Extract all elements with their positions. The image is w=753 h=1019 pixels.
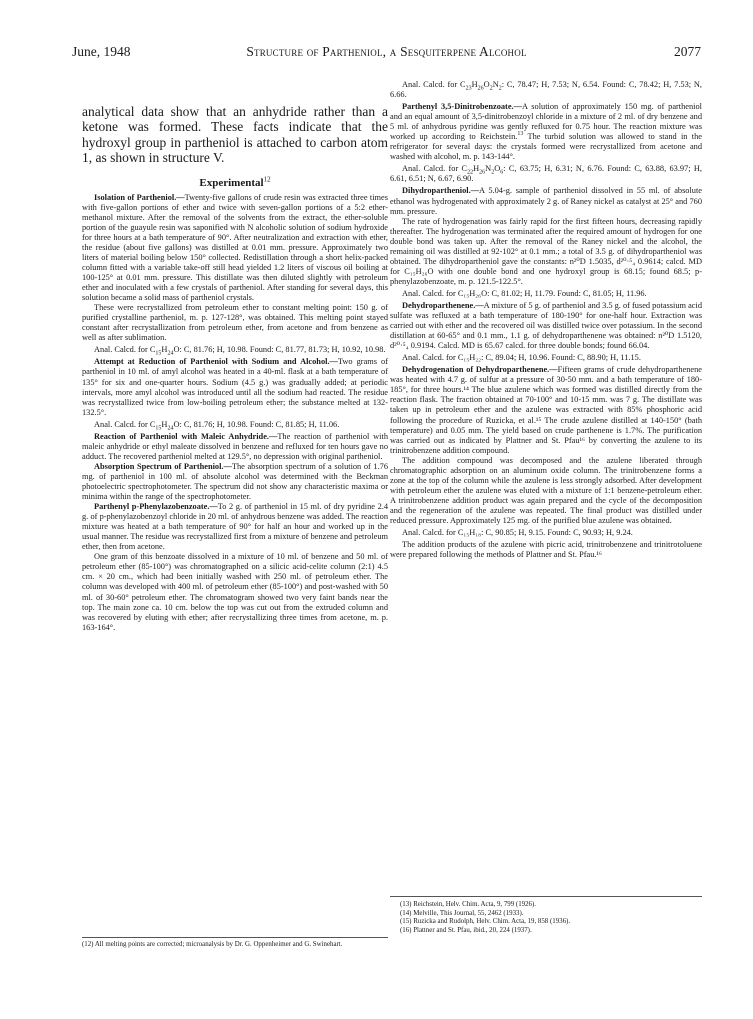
- paragraph: The addition compound was decomposed and the azulene liberated through chromatographic adsorption on an aluminum oxide column. The trinitrobenzene forms a zone at the top of the column while the azulene is less strongly adsorbed. After development with petroleum ether the azulene was eluted with a mixture of 1:1 benzene-petroleum ether. A trinitrobenzene addition product was again prepared and the cycle of the decomposition and the regeneration of the azulene was repeated. The final product was distilled under reduced pressure. Approximately 125 mg. of the purified blue azulene was obtained.: [390, 455, 702, 525]
- running-header: [72, 44, 701, 66]
- analysis-line: Anal. Calcd. for $C_{15}H_{24}O$: C, 81.76; H, 10.98. Found: C, 81.85; H, 11.06.: [94, 419, 340, 432]
- paragraph-dehydrogenation: Dehydrogenation of Dehydroparthenene.—Fifteen grams of crude dehydroparthenene was heated with 4.7 g. of sulfur at a pressure of 30-50 mm. and a bath temperature of 180-185°, for three hours.¹⁴ The blue azulene which was formed was distilled directly from the reaction flask. The fraction obtained at 70-100° and 10-15 mm. was 7 g. The distillate was taken up in petroleum ether and the azulene was extracted with 85% phosphoric acid following the procedure of Ruzicka, et al.¹⁵ The crude azulene distilled at 140-150° (bath temperature) and 0.05 mm. The yield based on crude parthenene is 1.7%. The purification was carried out as indicated by Plattner and St. Pfau¹⁶ by converting the azulene to its trinitrobenzene addition compound.: [390, 365, 702, 455]
- run-in-title: Parthenyl p-Phenylazobenzoate.—: [94, 502, 218, 512]
- run-in-title: Dehydrogenation of Dehydroparthenene.—: [402, 365, 558, 375]
- footnote-ref: 13: [517, 131, 524, 138]
- paragraph-dehydroparthenene: Dehydroparthenene.—A mixture of 5 g. of partheniol and 3.5 g. of fused potassium acid sulfate was refluxed at a bath temperature of 180-190° for one-half hour. Extraction was carried out with ether and the recovered oil was distilled twice over potassium. In the second distillation at 60-65° and 0.1 mm., 1.1 g. of dehydroparthenene was obtained: n²⁰D 1.5120, d²⁰·⁵₄ 0.9194. Calcd. MD is 65.67 calcd. for three double bonds; found 66.04.: [390, 300, 702, 351]
- analysis-line: Anal. Calcd. for $C_{23}H_{26}O_2N_2$: C, 78.47; H, 7.53; N, 6.54. Found: C, 78.42; H, 7.53; N, 6.66.: [390, 80, 702, 100]
- paragraph-reduction: Attempt at Reduction of Partheniol with Sodium and Alcohol.—Two grams of partheniol in 10 ml. of amyl alcohol was heated in a 40-ml. flask at a bath temperature of 135° for six and one-quarter hours. Sodium (4.5 g.) was gradually added; at periodic intervals, more amyl alcohol was introduced until all the sodium had reacted. The residue was recrystallized twice from low-boiling petroleum ether; the substance melted at 132-132.5°.: [82, 357, 388, 417]
- footnote-item: (13) Reichstein, Helv. Chim. Acta, 9, 799 (1926).: [400, 901, 537, 908]
- run-in-title: Dihydropartheniol.—: [402, 186, 480, 196]
- run-in-title: Dehydroparthenene.—: [402, 300, 484, 310]
- paragraph: These were recrystallized from petroleum ether to constant melting point: 150 g. of purified crystalline partheniol, m. p. 127-128°, was obtained. This melting point stayed constant after recrystallization from petroleum ether, from acetone and from benzene as well as after sublimation.: [82, 303, 388, 343]
- paragraph: The addition products of the azulene with picric acid, trinitrobenzene and trinitrotoluene were prepared following the methods of Plattner and St. Pfau.¹⁶: [390, 540, 702, 560]
- analysis-line: Anal. Calcd. for C₁₅H₂₆O: C, 81.02; H, 11.79. Found: C, 81.05; H, 11.96.: [402, 288, 647, 298]
- analysis-line: Anal. Calcd. for $C_{15}H_{24}O$: C, 81.76; H, 10.98. Found: C, 81.77, 81.73; H, 10.92, 10.98.: [94, 345, 386, 358]
- header-date: June, 1948: [72, 44, 131, 59]
- run-in-title: Absorption Spectrum of Partheniol.—: [94, 461, 232, 471]
- lead-paragraph: analytical data show that an anhydride rather than a ketone was formed. These facts indicate that the hydroxyl group in partheniol is attached to carbon atom 1, as shown in structure V.: [82, 104, 388, 166]
- right-column: [390, 78, 702, 560]
- paragraph-dinitrobenzoate: Parthenyl 3,5-Dinitrobenzoate.—A solution of approximately 150 mg. of partheniol and an equal amount of 3,5-dinitrobenzoyl chloride in a mixture of 2 ml. of dry benzene and 5 ml. of anhydrous pyridine was gently refluxed for 0.75 hour. The reaction mixture was worked up according to Reichstein.$^{13}$ The turbid solution was allowed to stand in the refrigerator for several days: the crystals formed were recrystallized from acetone and washed with alcohol, m. p. 143-144°.: [390, 102, 702, 162]
- footnote-item: (14) Melville, This Journal, 55, 2462 (1933).: [400, 909, 524, 917]
- page-number: 2077: [674, 44, 701, 59]
- paragraph: The rate of hydrogenation was fairly rapid for the first fifteen hours, decreasing rapidly thereafter. The hydrogenation was terminated after the required amount of hydrogen for one double bond was taken up. After the removal of the Raney nickel and the alcohol, the remaining oil was distilled at 92-102° at 0.1 mm.; a total of 3.5 g. of dihydropartheniol was obtained. The dihydropartheniol gave the constants: n²⁰D 1.5035, d²⁰·⁵₄ 0.9614; calcd. MD for C₁₅H₂₆O with one double bond and one hydroxyl group is 68.15; found 68.5; p-phenylazobenzoate, m. p. 121.5-122.5°.: [390, 216, 702, 286]
- analysis-line: Anal. Calcd. for C₁₅H₁₈: C, 90.85; H, 9.15. Found: C, 90.93; H, 9.24.: [402, 528, 633, 538]
- footnotes-right: [390, 896, 702, 935]
- header-title: Structure of Partheniol, a Sesquiterpene Alcohol: [246, 44, 527, 59]
- footnote-item: (16) Plattner and St. Pfau, ibid., 20, 224 (1937).: [400, 926, 532, 934]
- run-in-title: Parthenyl 3,5-Dinitrobenzoate.—: [402, 102, 522, 112]
- run-in-title: Reaction of Partheniol with Maleic Anhydride.—: [94, 431, 278, 441]
- footnote-left: (12) All melting points are corrected; microanalysis by Dr. G. Oppenheimer and G. Swinehart.: [82, 937, 388, 950]
- analysis-line: Anal. Calcd. for C₁₅H₂₂: C, 89.04; H, 10.96. Found: C, 88.90; H, 11.15.: [402, 353, 641, 363]
- section-heading: Experimental$^{12}$: [199, 174, 271, 189]
- paragraph-maleic: Reaction of Partheniol with Maleic Anhydride.—The reaction of partheniol with maleic anhydride or ethyl maleate dissolved in benzene and refluxed for ten hours gave no adduct. The recovered partheniol melted at 129.5°, no depression with original partheniol.: [82, 431, 388, 461]
- footnote-item: (15) Ruzicka and Rudolph, Helv. Chim. Acta, 19, 858 (1936).: [400, 918, 571, 926]
- run-in-title: Isolation of Partheniol.—: [94, 192, 185, 202]
- paragraph-absorption: Absorption Spectrum of Partheniol.—The absorption spectrum of a solution of 1.76 mg. of partheniol in 100 ml. of absolute alcohol was determined with the Beckman photoelectric spectrophotometer. The spectrum did not show any characteristic maxima or minima within the range of the spectrophotometer.: [82, 461, 389, 502]
- analysis-line: Anal. Calcd. for $C_{22}H_{26}N_2O_6$: C, 63.75; H, 6.31; N, 6.76. Found: C, 63.88, 63.97; H, 6.61, 6.51; N, 6.67, 6.90.: [390, 164, 703, 184]
- run-in-title: Attempt at Reduction of Partheniol with Sodium and Alcohol.—: [94, 357, 338, 367]
- paragraph-azobenzoate: Parthenyl p-Phenylazobenzoate.—To 2 g. of partheniol in 15 ml. of dry pyridine 2.4 g. of p-phenylazobenzoyl chloride in 20 ml. of anhydrous benzene was added. The reaction mixture was heated at a bath temperature of 90° for half an hour and worked up in the usual manner. The residue was recrystallized first from a mixture of benzene and petroleum ether, then from acetone.: [82, 502, 388, 552]
- left-column: [82, 104, 388, 633]
- footnote-ref: 12: [263, 174, 271, 183]
- paragraph-isolation: Isolation of Partheniol.—Twenty-five gallons of crude resin was extracted three times with five-gallon portions of ether and twice with seven-gallon portions of a 5:2 ether-methanol mixture. After the removal of the solvents from the extract, the ether-soluble portion of the guayule resin was saponified with N alcoholic solution of sodium hydroxide for three hours at a bath temperature of 90°. After neutralization and extraction with ether, the residue (about five gallons) was distilled at 0.01 mm. pressure. Approximately two liters of material boiling below 150° collected. Redistillation through a short helix-packed column fitted with a variable take-off still head yielded 1.2 liters of viscous oil boiling at 100-125° at 0.01 mm. pressure. This distillate was then diluted slightly with petroleum ether and inoculated with a few crystals of partheniol. After standing for several days, this solution became a solid mass of partheniol crystals.: [82, 192, 388, 303]
- paragraph-dihydro: Dihydropartheniol.—A 5.04-g. sample of partheniol dissolved in 55 ml. of absolute ethanol was hydrogenated with approximately 2 g. of Raney nickel as catalyst at 25° and 760 mm. pressure.: [390, 186, 702, 216]
- paragraph: One gram of this benzoate dissolved in a mixture of 10 ml. of benzene and 50 ml. of petroleum ether (85-100°) was chromatographed on a silicic acid-celite column (2:1) 4.5 cm. × 20 cm., which had been initially washed with 250 ml. of petroleum ether. The column was developed with 400 ml. of petroleum ether (85-100°) and post-washed with 50 ml. of 30-60° petroleum ether. The chromatogram showed two very faint bands near the top. The main zone ca. 10 cm. below the top was cut out from the extruded column and was recovered by eluting with ether; after recrystallizing three times from acetone, m. p. 163-164°.: [82, 552, 388, 632]
